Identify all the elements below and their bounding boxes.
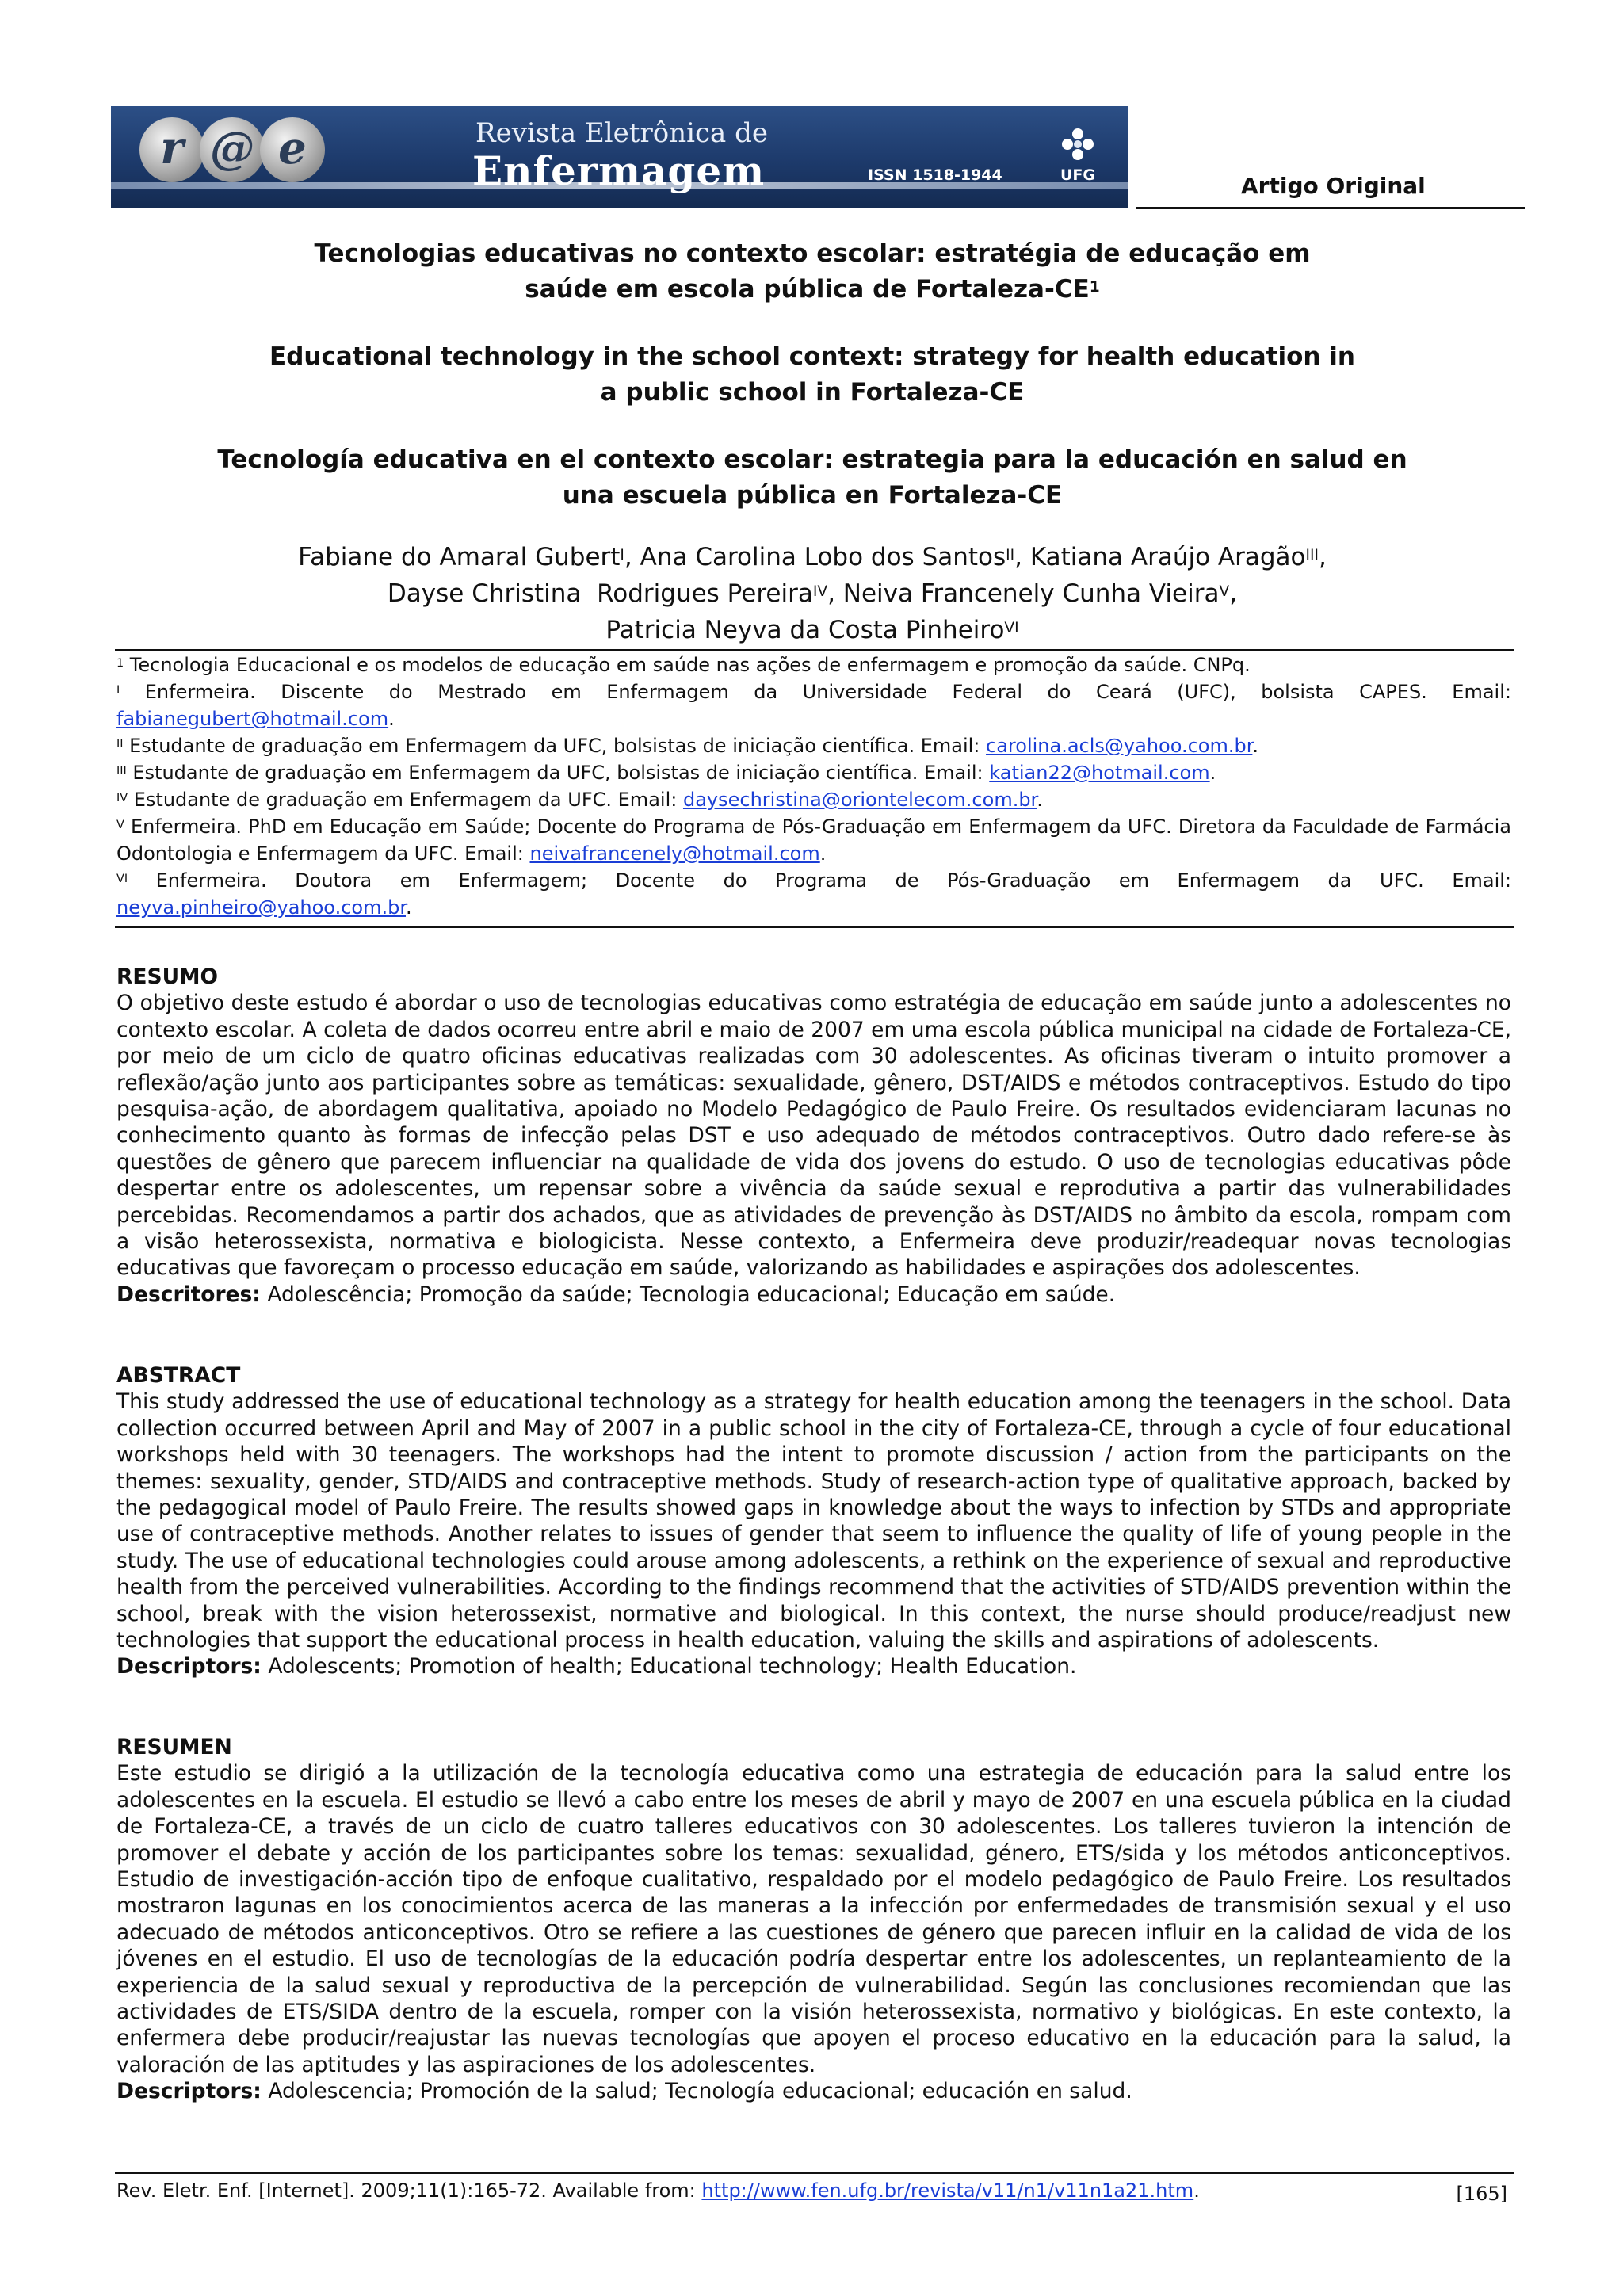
- journal-banner: [111, 106, 1128, 208]
- title-footnote-marker: 1: [1089, 278, 1100, 296]
- citation-end: .: [1193, 2179, 1200, 2202]
- footnote-III: $^{III}$ Estudante de graduação em Enfermagem da UFC, bolsistas de iniciação científica. Email: katian22@hotmail.com.: [116, 762, 1216, 784]
- header-rule: [1136, 207, 1525, 209]
- resumen-heading: RESUMEN: [116, 1735, 232, 1759]
- ufg-label: UFG: [1060, 166, 1096, 184]
- author-5: Neiva Francenely Cunha Vieira: [842, 579, 1220, 608]
- page-number: [165]: [1456, 2183, 1507, 2205]
- author-6: Patricia Neyva da Costa Pinheiro: [605, 616, 1005, 644]
- journal-name-line2: Enfermagem: [472, 147, 766, 194]
- footnote-VI-email-line: neyva.pinheiro@yahoo.com.br.: [116, 896, 412, 919]
- footnote-V: $^V$ Enfermeira. PhD em Educação em Saúde; Docente do Programa de Pós-Graduação em Enfermagem da UFC. Diretora da Faculdade de Farmácia Odontologia e Enfermagem da UFC. Email: neivafrancenely@hotmail.com.: [116, 816, 1511, 865]
- citation-text: Rev. Eletr. Enf. [Internet]. 2009;11(1):165-72. Available from:: [116, 2179, 696, 2202]
- journal-name-line1: Revista Eletrônica de: [475, 117, 768, 149]
- author-4-affil: IV: [812, 583, 828, 600]
- footnote-I-email-line: fabianegubert@hotmail.com.: [116, 708, 395, 730]
- logo-letter-r: r: [139, 117, 204, 182]
- title-en-line1: Educational technology in the school context: strategy for health education in: [269, 342, 1355, 371]
- footnote-IV: $^{IV}$ Estudante de graduação em Enfermagem da UFC. Email: daysechristina@oriontelecom.com.br.: [116, 789, 1043, 811]
- footnote-1-text: Tecnologia Educacional e os modelos de educação em saúde nas ações de enfermagem e promoção da saúde. CNPq.: [129, 654, 1251, 676]
- logo-letter-at: @: [200, 117, 265, 182]
- footnote-V-text: Enfermeira. PhD em Educação em Saúde; Docente do Programa de Pós-Graduação em Enfermagem da UFC. Diretora da Faculdade de Farmácia Odontologia e Enfermagem da UFC. Email:: [116, 816, 1511, 865]
- footnote-II-text: Estudante de graduação em Enfermagem da UFC, bolsistas de iniciação científica. Email:: [129, 735, 980, 757]
- title-pt-line2: saúde em escola pública de Fortaleza-CE: [525, 275, 1090, 304]
- footnote-II-marker: II: [116, 738, 124, 751]
- abstract-heading: ABSTRACT: [116, 1363, 241, 1388]
- resumen-keywords-text: Adolescencia; Promoción de la salud; Tecnología educacional; educación en salud.: [268, 2079, 1132, 2104]
- resumen-keywords-label: Descriptors:: [116, 2079, 262, 2104]
- title-en-line2: a public school in Fortaleza-CE: [600, 378, 1025, 407]
- abstract-keywords-text: Adolescents; Promotion of health; Educational technology; Health Education.: [268, 1654, 1077, 1679]
- article-type: Artigo Original: [1241, 173, 1426, 199]
- footnote-I: [116, 678, 1511, 705]
- logo-letter-e: e: [260, 117, 325, 182]
- footnote-V-marker: V: [116, 819, 124, 832]
- author-1-affil: I: [620, 546, 624, 563]
- section-abstract: [116, 1362, 1511, 1680]
- abstract-body: This study addressed the use of educational technology as a strategy for health education among the teenagers in the school. Data collection occurred between April and May of 2007 in a public school in the city of Fortaleza-CE, through a cycle of four educational workshops held with 30 teenagers. The workshops had the intent to promote discussion / action from the participants on the themes: sexuality, gender, STD/AIDS and contraceptive methods. Study of research-action type of qualitative approach, backed by the pedagogical model of Paulo Freire. The results showed gaps in knowledge about the ways to infection by STDs and appropriate use of contraceptive methods. Another relates to issues of gender that seem to influence the quality of life of young people in the study. The use of educational technologies could arouse among adolescents, a rethink on the experience of sexual and reproductive health from the perceived vulnerabilities. According to the findings recommend that the activities of STD/AIDS prevention within the school, break with the vision heterossexist, normative and biological. In this context, the nurse should produce/readjust new technologies that support the educational process in health education, valuing the skills and aspirations of adolescents.: [116, 1389, 1511, 1653]
- author-1: Fabiane do Amaral Gubert: [298, 543, 621, 571]
- resumen-keywords: [116, 2078, 1511, 2104]
- footnote-1: [116, 651, 1511, 678]
- email-link[interactable]: katian22@hotmail.com: [989, 762, 1210, 784]
- footnote-II: $^{II}$ Estudante de graduação em Enfermagem da UFC, bolsistas de iniciação científica. Email: carolina.acls@yahoo.com.br.: [116, 735, 1259, 757]
- title-english: [111, 339, 1514, 411]
- title-pt-line1: Tecnologias educativas no contexto escolar: estratégia de educação em: [314, 239, 1311, 268]
- footer-rule: [115, 2172, 1514, 2174]
- email-link[interactable]: neyva.pinheiro@yahoo.com.br: [116, 896, 406, 919]
- footnote-I-text: Enfermeira. Discente do Mestrado em Enfermagem da Universidade Federal do Ceará (UFC), bolsista CAPES. Email:: [144, 681, 1511, 703]
- email-link[interactable]: daysechristina@oriontelecom.com.br: [682, 789, 1037, 811]
- email-link[interactable]: neivafrancenely@hotmail.com: [529, 842, 820, 865]
- title-es-line2: una escuela pública en Fortaleza-CE: [562, 481, 1063, 510]
- footnotes-bottom-rule: [115, 926, 1514, 928]
- resumo-body: O objetivo deste estudo é abordar o uso de tecnologias educativas como estratégia de educação em saúde junto a adolescentes no contexto escolar. A coleta de dados ocorreu entre abril e maio de 2007 em uma escola pública municipal na cidade de Fortaleza-CE, por meio de um ciclo de quatro oficinas educativas realizadas com 30 adolescentes. As oficinas tiveram o intuito promover a reflexão/ação junto aos participantes sobre as temáticas: sexualidade, gênero, DST/AIDS e métodos contraceptivos. Estudo do tipo pesquisa-ação, de abordagem qualitativa, apoiado no Modelo Pedagógico de Paulo Freire. Os resultados evidenciaram lacunas no conhecimento quanto às formas de infecção pelas DST e uso adequado de métodos contraceptivos. Outro dado refere-se às questões de gênero que parecem influenciar na qualidade de vida dos jovens do estudo. O uso de tecnologias educativas pôde despertar entre os adolescentes, um repensar sobre a vivência da saúde sexual e reprodutiva a partir das vulnerabilidades percebidas. Recomendamos a partir dos achados, que as atividades de prevenção às DST/AIDS no âmbito da escola, rompam com a visão heterossexista, normativa e biologicista. Nesse contexto, a Enfermeira deve produzir/readequar novas tecnologias educativas que favoreçam o processo educação em saúde, valorizando as habilidades e aspirações dos adolescentes.: [116, 991, 1511, 1281]
- footnote-IV-text: Estudante de graduação em Enfermagem da UFC. Email:: [133, 789, 678, 811]
- footnote-1-marker: 1: [116, 657, 124, 670]
- page-footer: [116, 2179, 1511, 2205]
- issn-label: ISSN 1518-1944: [868, 166, 1002, 184]
- author-2-affil: II: [1006, 546, 1015, 563]
- article-url-link[interactable]: http://www.fen.ufg.br/revista/v11/n1/v11n1a21.htm: [701, 2179, 1194, 2202]
- footnote-VI-text: Enfermeira. Doutora em Enfermagem; Docente do Programa de Pós-Graduação em Enfermagem da UFC. Email:: [155, 869, 1511, 892]
- footnote-IV-marker: IV: [116, 792, 128, 805]
- resumo-keywords-label: Descritores:: [116, 1282, 261, 1307]
- author-3-affil: III: [1305, 546, 1319, 563]
- footnote-III-text: Estudante de graduação em Enfermagem da UFC, bolsistas de iniciação científica. Email:: [132, 762, 983, 784]
- author-4: Dayse Christina Rodrigues Pereira: [387, 579, 813, 608]
- footnote-I-marker: I: [116, 684, 120, 697]
- title-spanish: [111, 442, 1514, 514]
- author-5-affil: V: [1219, 583, 1230, 600]
- abstract-keywords-label: Descriptors:: [116, 1654, 262, 1679]
- resumo-keywords: [116, 1282, 1511, 1308]
- title-portuguese: [111, 236, 1514, 308]
- title-es-line1: Tecnología educativa en el contexto escolar: estrategia para la educación en salud en: [217, 445, 1407, 474]
- author-2: Ana Carolina Lobo dos Santos: [640, 543, 1006, 571]
- resumo-heading: RESUMO: [116, 965, 219, 989]
- email-link[interactable]: carolina.acls@yahoo.com.br: [986, 735, 1253, 757]
- author-list: Fabiane do Amaral Gubert$^I$, Ana Carolina Lobo dos Santos$^{II}$, Katiana Araújo Aragão$^{III}$, Dayse Christina Rodrigues Pereira$^{IV}$, Neiva Francenely Cunha Vieira$^V$, Patricia Neyva da Costa Pinheiro$^{VI}$: [298, 543, 1327, 644]
- resumo-keywords-text: Adolescência; Promoção da saúde; Tecnologia educacional; Educação em saúde.: [267, 1282, 1116, 1307]
- title-pt-line2-wrap: [111, 272, 1514, 308]
- resumen-body: Este estudio se dirigió a la utilización de la tecnología educativa como una estrategia de educación para la salud entre los adolescentes en la escuela. El estudio se llevó a cabo entre los meses de abril y mayo de 2007 en una escuela pública en la ciudad de Fortaleza-CE, a través de un ciclo de cuatro talleres educativos con 30 adolescentes. Los talleres tuvieron la intención de promover el debate y acción de los participantes sobre los temas: sexualidad, género, ETS/sida y los métodos anticonceptivos. Estudio de investigación-acción tipo de enfoque cualitativo, respaldado por el modelo pedagógico de Paulo Freire. Los resultados mostraron lagunas en los conocimientos acerca de las maneras a la infección por enfermedades de transmisión sexual y el uso adecuado de métodos anticonceptivos. Otro se refiere a las cuestiones de género que parecen influir en la calidad de vida de los jóvenes en el estudio. El uso de tecnologías de la educación podría despertar entre los adolescentes, un replanteamiento de la experiencia de la salud sexual y reproductiva de la percepción de vulnerabilidad. Según las conclusiones recomiendan que las actividades de ETS/SIDA dentro de la escuela, romper con la visión heterossexista, normativo y biológicas. En este contexto, la enfermera debe producir/reajustar las nuevas tecnologías que apoyen el proceso educativo en la educación para la salud, la valoración de las aptitudes y las aspiraciones de los adolescentes.: [116, 1761, 1511, 2077]
- author-6-affil: VI: [1004, 619, 1019, 636]
- section-resumen: [116, 1734, 1511, 2105]
- footnote-VI-marker: VI: [116, 873, 128, 886]
- author-3: Katiana Araújo Aragão: [1029, 543, 1306, 571]
- footnote-III-marker: III: [116, 765, 127, 778]
- footnote-VI: [116, 867, 1511, 894]
- email-link[interactable]: fabianegubert@hotmail.com: [116, 708, 389, 730]
- ufg-logo-icon: [1056, 127, 1100, 166]
- section-resumo: [116, 964, 1511, 1308]
- footnotes: [116, 651, 1511, 921]
- abstract-keywords: [116, 1653, 1511, 1679]
